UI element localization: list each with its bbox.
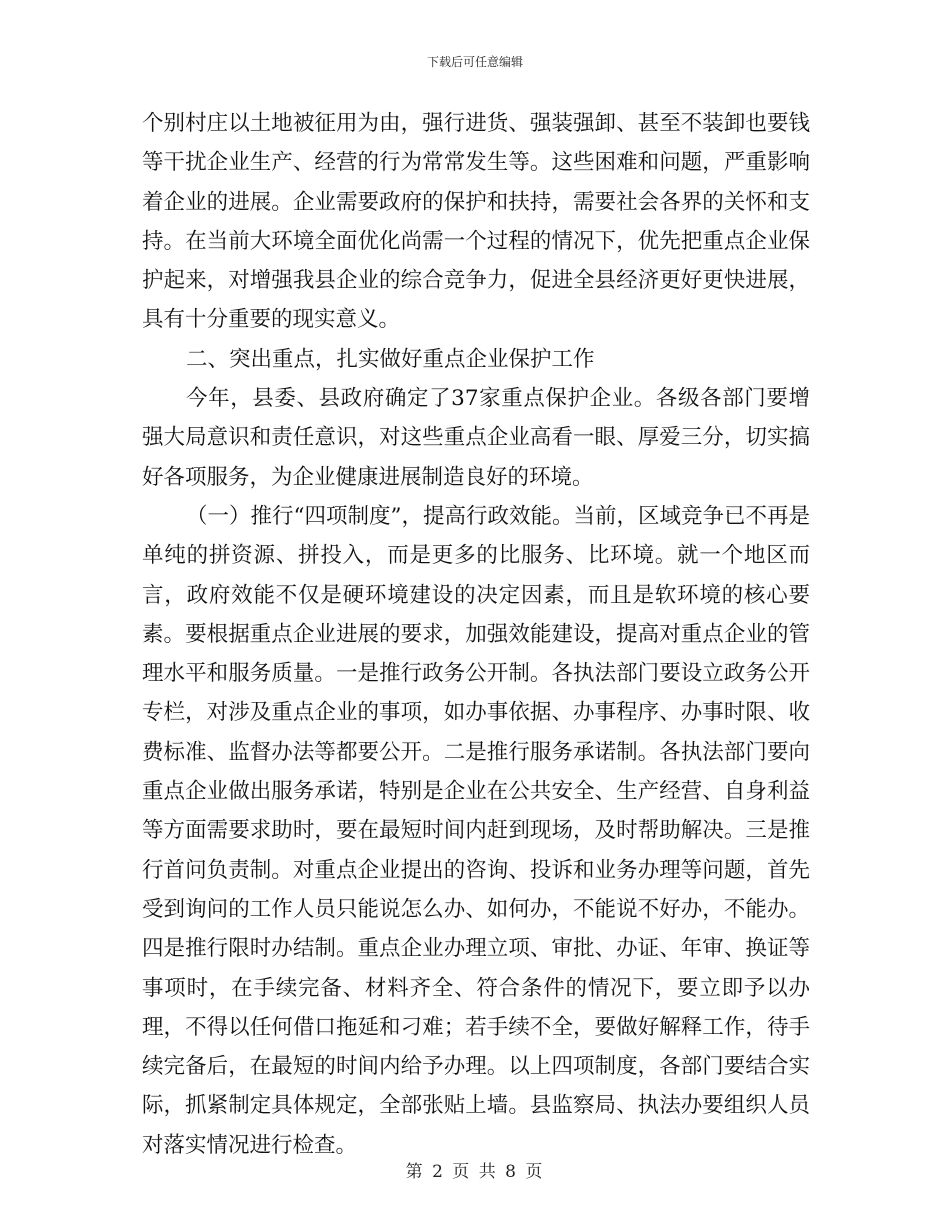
document-body (142, 104, 810, 1165)
paragraph-continued: 个别村庄以土地被征用为由，强行进货、强装强卸、甚至不装卸也要钱等干扰企业生产、经营的行为常常发生等。这些困难和问题，严重影响着企业的进展。企业需要政府的保护和扶持，需要社会各界的关怀和支持。在当前大环境全面优化尚需一个过程的情况下，优先把重点企业保护起来，对增强我县企业的综合竞争力，促进全县经济更好更快进展，具有十分重要的现实意义。 (142, 111, 810, 333)
page-number: 第 2 页 共 8 页 (405, 1162, 545, 1182)
page-header: 下载后可任意编辑 (426, 55, 523, 69)
paragraph-four-systems: （一）推行“四项制度”，提高行政效能。当前，区域竞争已不再是单纯的拼资源、拼投入，而是更多的比服务、比环境。就一个地区而言，政府效能不仅是硬环境建设的决定因素，而且是软环境的核心要素。要根据重点企业进展的要求，加强效能建设，提高对重点企业的管理水平和服务质量。一是推行政务公开制。各执法部门要设立政务公开专栏，对涉及重点企业的事项，如办事依据、办事程序、办事时限、收费标准、监督办法等都要公开。二是推行服务承诺制。各执法部门要向重点企业做出服务承诺，特别是企业在公共安全、生产经营、自身利益等方面需要求助时，要在最短时间内赶到现场，及时帮助解决。三是推行首问负责制。对重点企业提出的咨询、投诉和业务办理等问题，首先受到询问的工作人员只能说怎么办、如何办，不能说不好办，不能办。四是推行限时办结制。重点企业办理立项、审批、办证、年审、换证等事项时，在手续完备、材料齐全、符合条件的情况下，要立即予以办理，不得以任何借口拖延和刁难；若手续不全，要做好解释工作，待手续完备后，在最短的时间内给予办理。以上四项制度，各部门要结合实际，抓紧制定具体规定，全部张贴上墙。县监察局、执法办要组织人员对落实情况进行检查。 (142, 503, 810, 1158)
section-heading: 二、突出重点，扎实做好重点企业保护工作 (186, 346, 595, 372)
paragraph-intro: 今年，县委、县政府确定了37家重点保护企业。各级各部门要增强大局意识和责任意识，对这些重点企业高看一眼、厚爱三分，切实搞好各项服务，为企业健康进展制造良好的环境。 (142, 386, 810, 490)
